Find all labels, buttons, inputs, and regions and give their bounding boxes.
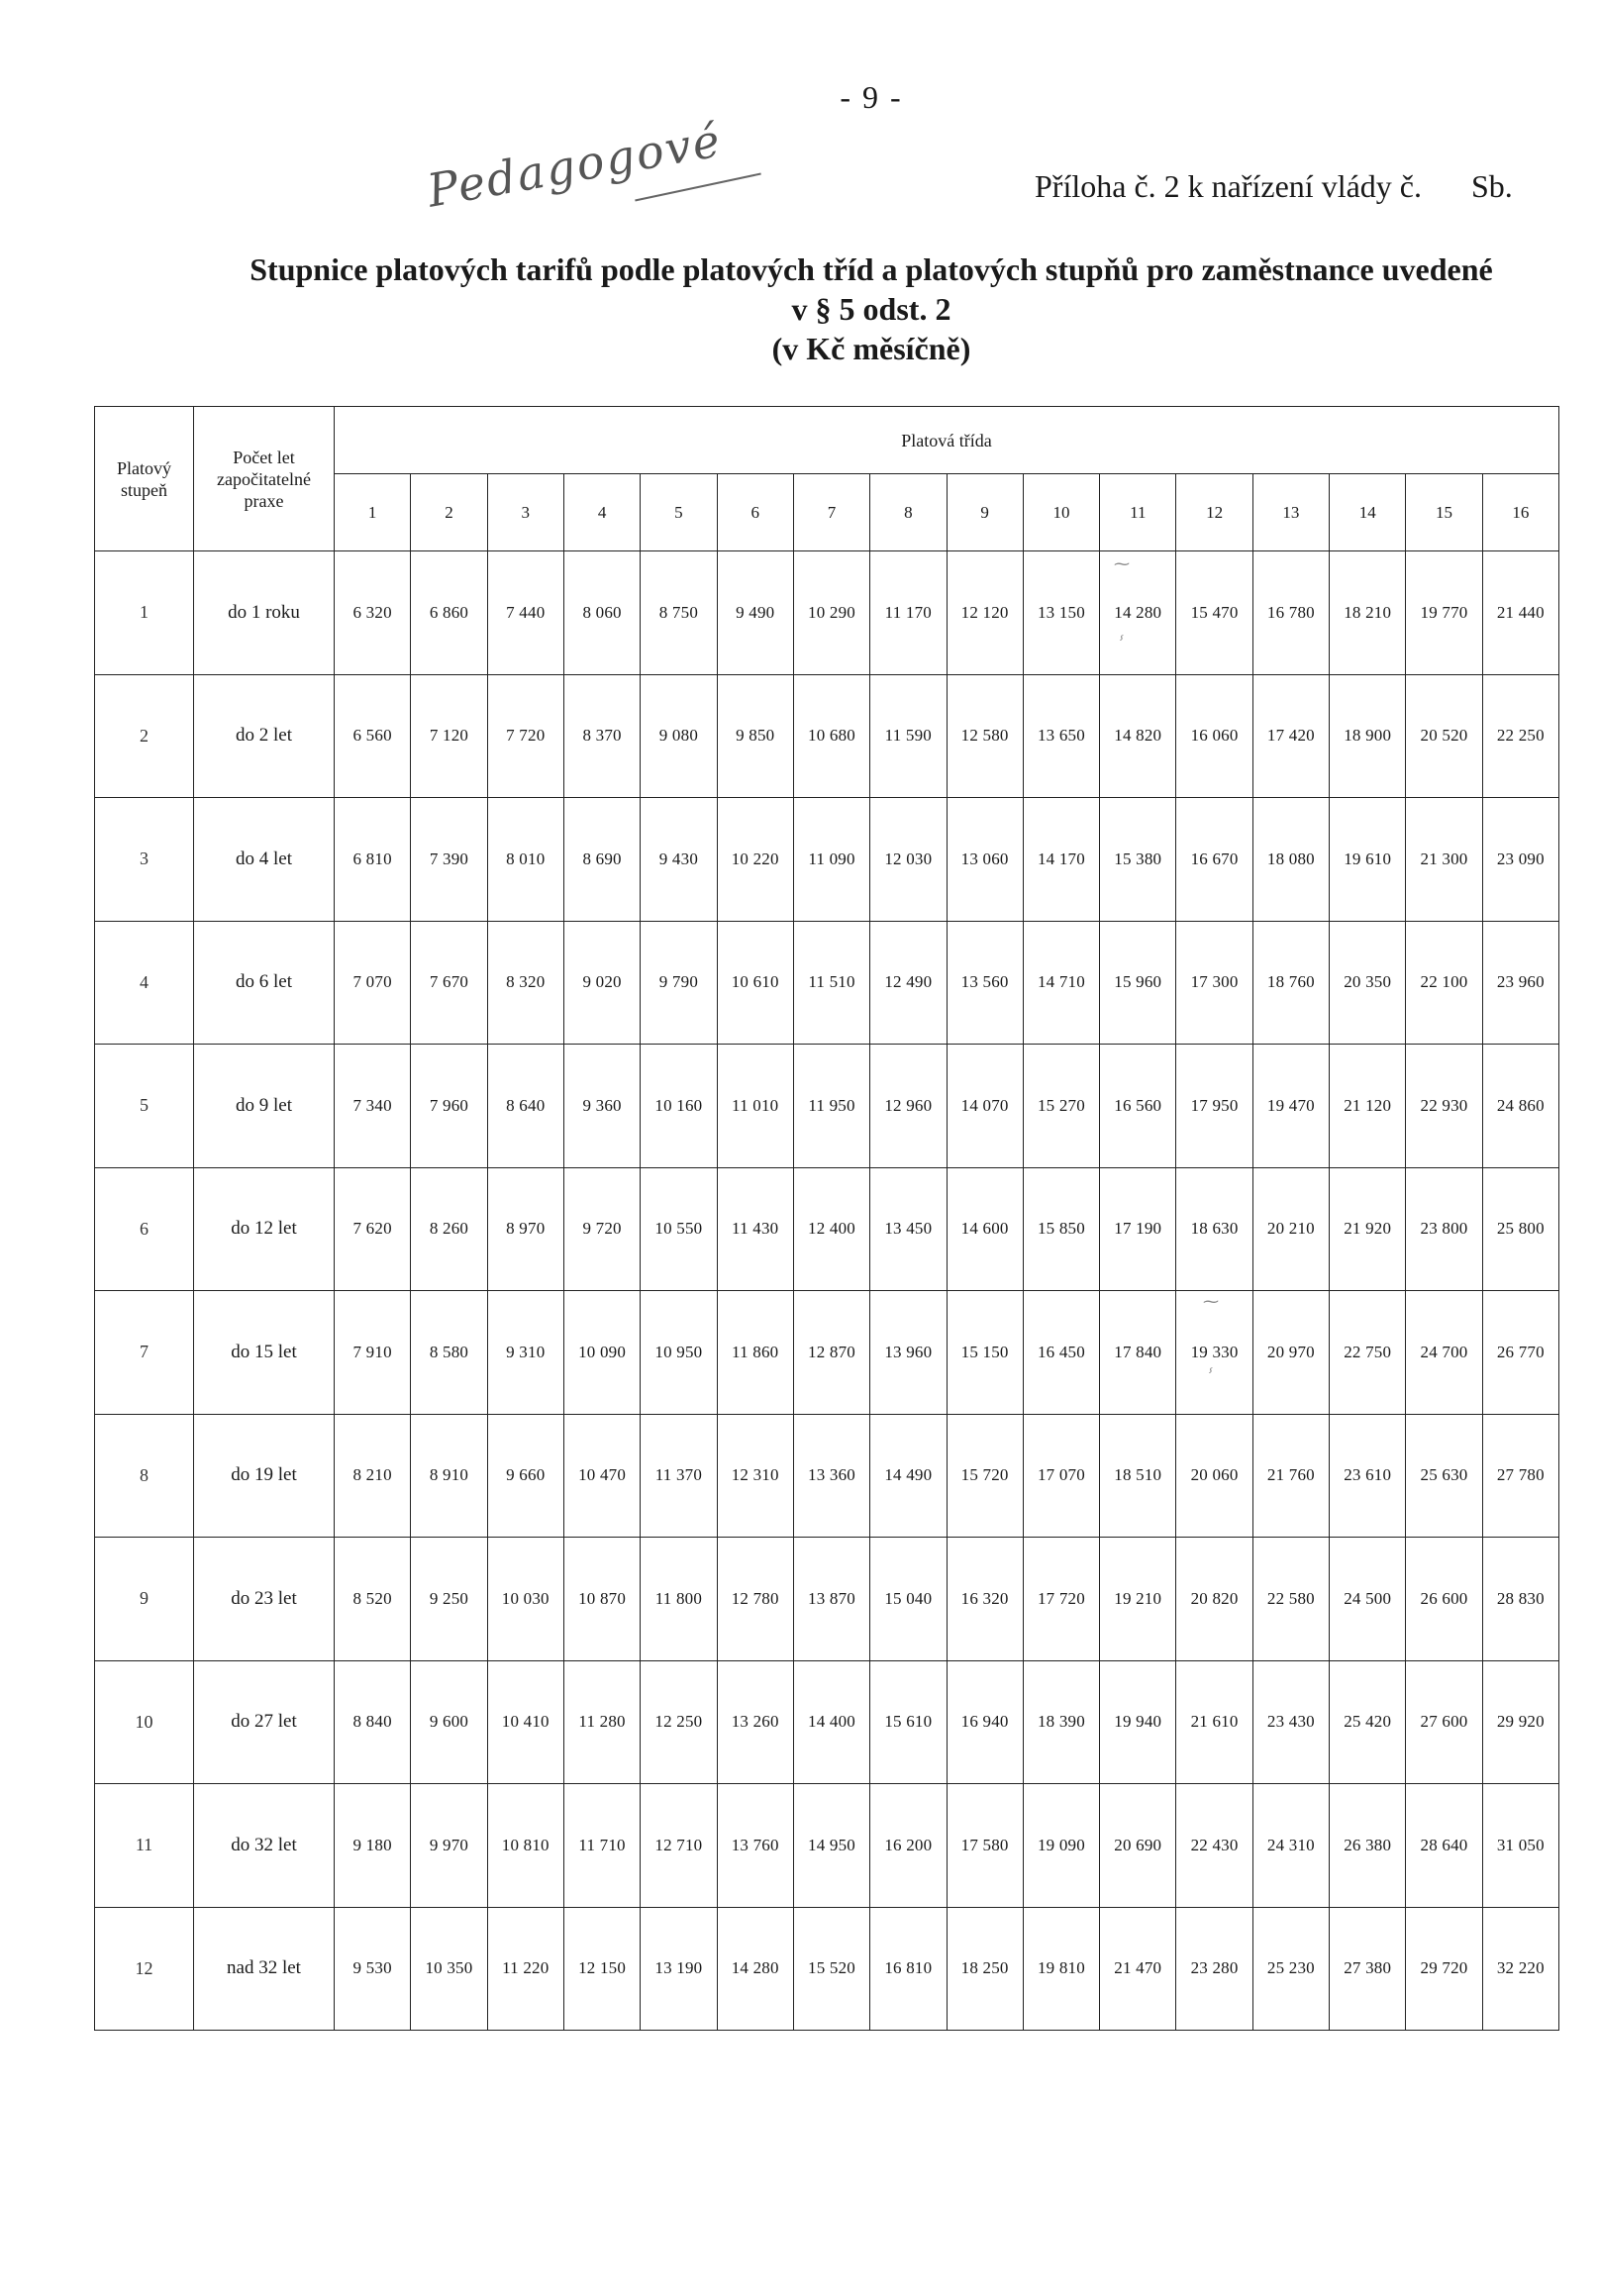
tarif-value-cell: 20 350 <box>1330 921 1406 1045</box>
tarif-value-cell: 17 300 <box>1176 921 1252 1045</box>
tarif-value-cell: 19 090 <box>1023 1784 1099 1908</box>
tarif-value-cell: 10 870 <box>563 1538 640 1661</box>
class-number-header: 15 <box>1406 474 1482 551</box>
praxe-cell: do 27 let <box>194 1660 335 1784</box>
tarif-value-cell: 8 640 <box>487 1045 563 1168</box>
tarif-value-cell: 25 230 <box>1252 1907 1329 2031</box>
tarif-value-cell: 17 950 <box>1176 1045 1252 1168</box>
tarif-value-cell: 15 470 <box>1176 551 1252 675</box>
table-row <box>95 1538 1559 1661</box>
tarif-value-cell: 15 040 <box>870 1538 947 1661</box>
header-pocet-let: Počet let započitatelné praxe <box>194 407 335 551</box>
tarif-value-cell: 22 430 <box>1176 1784 1252 1908</box>
tarif-value-cell: 9 850 <box>717 674 793 798</box>
header-platovy-stupen: Platový stupeň <box>95 407 194 551</box>
tarif-value-cell: 25 420 <box>1330 1660 1406 1784</box>
tarif-value-cell: 8 010 <box>487 798 563 922</box>
tarif-value-cell: 20 820 <box>1176 1538 1252 1661</box>
praxe-cell: nad 32 let <box>194 1907 335 2031</box>
table-row <box>95 551 1559 675</box>
class-number-header: 14 <box>1330 474 1406 551</box>
class-number-header: 7 <box>793 474 869 551</box>
tarif-value-cell: 18 510 <box>1100 1414 1176 1538</box>
tarif-value-cell: 11 370 <box>641 1414 717 1538</box>
tarif-value-cell: 13 870 <box>793 1538 869 1661</box>
tarif-value-cell: 10 220 <box>717 798 793 922</box>
tarif-value-cell: 10 470 <box>563 1414 640 1538</box>
tarif-value-cell: 10 090 <box>563 1291 640 1415</box>
tarif-value-cell: 11 950 <box>793 1045 869 1168</box>
platovy-stupen-cell: 10 <box>95 1660 194 1784</box>
table-body <box>95 551 1559 2031</box>
tarif-value-cell: 27 780 <box>1482 1414 1558 1538</box>
tarif-value-cell: 16 450 <box>1023 1291 1099 1415</box>
title-line-3: (v Kč měsíčně) <box>771 331 971 366</box>
tarif-value-cell: 8 690 <box>563 798 640 922</box>
tarif-value-cell: 20 970 <box>1252 1291 1329 1415</box>
tarif-value-cell: 9 530 <box>335 1907 411 2031</box>
document-title <box>149 250 1594 368</box>
tarif-value-cell: 9 490 <box>717 551 793 675</box>
tarif-value-cell: 10 290 <box>793 551 869 675</box>
tarif-value-cell: 9 250 <box>411 1538 487 1661</box>
tarif-value-cell: 11 510 <box>793 921 869 1045</box>
tarif-value-cell: 14 710 <box>1023 921 1099 1045</box>
tarif-value-cell: 12 710 <box>641 1784 717 1908</box>
tarif-value-cell: 9 020 <box>563 921 640 1045</box>
platovy-stupen-cell: 2 <box>95 674 194 798</box>
tarif-value-cell: 14 400 <box>793 1660 869 1784</box>
class-number-header: 6 <box>717 474 793 551</box>
tarif-value-cell: 14 950 <box>793 1784 869 1908</box>
tarif-value-cell: 8 370 <box>563 674 640 798</box>
tarif-value-cell: 7 720 <box>487 674 563 798</box>
tarif-value-cell: 7 620 <box>335 1167 411 1291</box>
class-number-header: 2 <box>411 474 487 551</box>
salary-table-container <box>94 406 1559 2030</box>
tarif-value-cell: 9 600 <box>411 1660 487 1784</box>
tarif-value-cell: 17 420 <box>1252 674 1329 798</box>
platovy-stupen-cell: 11 <box>95 1784 194 1908</box>
tarif-value-cell: 18 900 <box>1330 674 1406 798</box>
tarif-value-cell: 6 860 <box>411 551 487 675</box>
tarif-value-cell: 10 810 <box>487 1784 563 1908</box>
tarif-value-cell: 18 080 <box>1252 798 1329 922</box>
praxe-cell: do 15 let <box>194 1291 335 1415</box>
tarif-value-cell: 21 120 <box>1330 1045 1406 1168</box>
tarif-value-cell: 16 810 <box>870 1907 947 2031</box>
tarif-value-cell: 8 260 <box>411 1167 487 1291</box>
tarif-value-cell: 7 670 <box>411 921 487 1045</box>
tarif-value-cell: 23 800 <box>1406 1167 1482 1291</box>
tarif-value-cell: 18 390 <box>1023 1660 1099 1784</box>
tarif-value-cell: 13 650 <box>1023 674 1099 798</box>
tarif-value-cell: 20 060 <box>1176 1414 1252 1538</box>
tarif-value-cell: 20 520 <box>1406 674 1482 798</box>
class-number-header: 11 <box>1100 474 1176 551</box>
table-row <box>95 674 1559 798</box>
tarif-value-cell: 12 030 <box>870 798 947 922</box>
tarif-value-cell: 26 600 <box>1406 1538 1482 1661</box>
table-row <box>95 1291 1559 1415</box>
tarif-value-cell: 9 180 <box>335 1784 411 1908</box>
praxe-cell: do 32 let <box>194 1784 335 1908</box>
table-row <box>95 1784 1559 1908</box>
tarif-value-cell: 18 250 <box>947 1907 1023 2031</box>
tarif-value-cell: 21 440 <box>1482 551 1558 675</box>
class-number-header: 5 <box>641 474 717 551</box>
platovy-stupen-cell: 9 <box>95 1538 194 1661</box>
tarif-value-cell: 19 330 <box>1176 1291 1252 1415</box>
tarif-value-cell: 6 560 <box>335 674 411 798</box>
page-number: - 9 - <box>840 79 903 115</box>
tarif-value-cell: 11 590 <box>870 674 947 798</box>
tarif-value-cell: 11 800 <box>641 1538 717 1661</box>
tarif-value-cell: 10 350 <box>411 1907 487 2031</box>
tarif-value-cell: 21 470 <box>1100 1907 1176 2031</box>
tarif-value-cell: 22 930 <box>1406 1045 1482 1168</box>
tarif-value-cell: 15 720 <box>947 1414 1023 1538</box>
tarif-value-cell: 9 790 <box>641 921 717 1045</box>
tarif-value-cell: 8 060 <box>563 551 640 675</box>
tarif-value-cell: 14 600 <box>947 1167 1023 1291</box>
class-number-header: 9 <box>947 474 1023 551</box>
tarif-value-cell: 16 670 <box>1176 798 1252 922</box>
tarif-value-cell: 17 580 <box>947 1784 1023 1908</box>
tarif-value-cell: 12 400 <box>793 1167 869 1291</box>
platovy-stupen-cell: 12 <box>95 1907 194 2031</box>
tarif-value-cell: 15 270 <box>1023 1045 1099 1168</box>
tarif-value-cell: 8 520 <box>335 1538 411 1661</box>
platovy-stupen-cell: 7 <box>95 1291 194 1415</box>
tarif-value-cell: 29 720 <box>1406 1907 1482 2031</box>
tarif-value-cell: 13 260 <box>717 1660 793 1784</box>
title-line-2: v § 5 odst. 2 <box>791 291 951 327</box>
table-row <box>95 1414 1559 1538</box>
tarif-value-cell: 20 210 <box>1252 1167 1329 1291</box>
platovy-stupen-cell: 3 <box>95 798 194 922</box>
tarif-value-cell: 15 520 <box>793 1907 869 2031</box>
tarif-value-cell: 10 160 <box>641 1045 717 1168</box>
praxe-cell: do 6 let <box>194 921 335 1045</box>
praxe-cell: do 2 let <box>194 674 335 798</box>
tarif-value-cell: 11 170 <box>870 551 947 675</box>
tarif-value-cell: 13 450 <box>870 1167 947 1291</box>
praxe-cell: do 23 let <box>194 1538 335 1661</box>
tarif-value-cell: 15 960 <box>1100 921 1176 1045</box>
tarif-value-cell: 26 380 <box>1330 1784 1406 1908</box>
margin-scribble: ⁓ <box>1114 554 1130 573</box>
tarif-value-cell: 11 710 <box>563 1784 640 1908</box>
tarif-value-cell: 22 100 <box>1406 921 1482 1045</box>
tarif-value-cell: 15 380 <box>1100 798 1176 922</box>
tarif-value-cell: 27 380 <box>1330 1907 1406 2031</box>
class-number-header: 4 <box>563 474 640 551</box>
tarif-value-cell: 20 690 <box>1100 1784 1176 1908</box>
tarif-value-cell: 7 120 <box>411 674 487 798</box>
tarif-value-cell: 23 090 <box>1482 798 1558 922</box>
tarif-value-cell: 10 950 <box>641 1291 717 1415</box>
tarif-value-cell: 19 610 <box>1330 798 1406 922</box>
tarif-value-cell: 19 210 <box>1100 1538 1176 1661</box>
tarif-value-cell: 12 150 <box>563 1907 640 2031</box>
tarif-value-cell: 7 960 <box>411 1045 487 1168</box>
tarif-value-cell: 14 280 <box>1100 551 1176 675</box>
class-number-header: 16 <box>1482 474 1558 551</box>
tarif-value-cell: 19 470 <box>1252 1045 1329 1168</box>
tarif-value-cell: 19 810 <box>1023 1907 1099 2031</box>
tarif-value-cell: 9 970 <box>411 1784 487 1908</box>
annex-suffix: Sb. <box>1470 168 1513 204</box>
class-number-header: 13 <box>1252 474 1329 551</box>
tarif-value-cell: 12 580 <box>947 674 1023 798</box>
tarif-value-cell: 6 810 <box>335 798 411 922</box>
tarif-value-cell: 16 560 <box>1100 1045 1176 1168</box>
class-number-header: 3 <box>487 474 563 551</box>
tarif-value-cell: 9 430 <box>641 798 717 922</box>
tarif-value-cell: 9 080 <box>641 674 717 798</box>
table-row <box>95 921 1559 1045</box>
praxe-cell: do 19 let <box>194 1414 335 1538</box>
tarif-value-cell: 17 840 <box>1100 1291 1176 1415</box>
platovy-stupen-cell: 1 <box>95 551 194 675</box>
tarif-value-cell: 23 610 <box>1330 1414 1406 1538</box>
tarif-value-cell: 11 430 <box>717 1167 793 1291</box>
tarif-value-cell: 12 310 <box>717 1414 793 1538</box>
tarif-value-cell: 17 070 <box>1023 1414 1099 1538</box>
tarif-value-cell: 26 770 <box>1482 1291 1558 1415</box>
tarif-value-cell: 21 300 <box>1406 798 1482 922</box>
table-header-row <box>95 407 1559 474</box>
tarif-value-cell: 21 760 <box>1252 1414 1329 1538</box>
tarif-value-cell: 10 680 <box>793 674 869 798</box>
tarif-value-cell: 24 860 <box>1482 1045 1558 1168</box>
tarif-value-cell: 8 750 <box>641 551 717 675</box>
tarif-value-cell: 13 190 <box>641 1907 717 2031</box>
tarif-value-cell: 16 200 <box>870 1784 947 1908</box>
tarif-value-cell: 6 320 <box>335 551 411 675</box>
tarif-value-cell: 18 210 <box>1330 551 1406 675</box>
tarif-value-cell: 18 630 <box>1176 1167 1252 1291</box>
praxe-cell: do 9 let <box>194 1045 335 1168</box>
praxe-cell: do 1 roku <box>194 551 335 675</box>
tarif-value-cell: 8 580 <box>411 1291 487 1415</box>
tarif-value-cell: 31 050 <box>1482 1784 1558 1908</box>
tarif-value-cell: 27 600 <box>1406 1660 1482 1784</box>
tarif-value-cell: 10 410 <box>487 1660 563 1784</box>
platovy-stupen-cell: 5 <box>95 1045 194 1168</box>
tarif-value-cell: 13 560 <box>947 921 1023 1045</box>
tarif-value-cell: 15 150 <box>947 1291 1023 1415</box>
class-number-header: 10 <box>1023 474 1099 551</box>
header-platova-trida: Platová třída <box>335 407 1559 474</box>
tarif-value-cell: 11 090 <box>793 798 869 922</box>
tarif-value-cell: 11 280 <box>563 1660 640 1784</box>
tarif-value-cell: 23 280 <box>1176 1907 1252 2031</box>
tarif-value-cell: 25 630 <box>1406 1414 1482 1538</box>
tarif-value-cell: 12 490 <box>870 921 947 1045</box>
tarif-value-cell: 9 360 <box>563 1045 640 1168</box>
tarif-value-cell: 12 120 <box>947 551 1023 675</box>
tarif-value-cell: 8 320 <box>487 921 563 1045</box>
tarif-value-cell: 32 220 <box>1482 1907 1558 2031</box>
tarif-value-cell: 8 970 <box>487 1167 563 1291</box>
tarif-value-cell: 25 800 <box>1482 1167 1558 1291</box>
tarif-value-cell: 13 760 <box>717 1784 793 1908</box>
tarif-value-cell: 16 780 <box>1252 551 1329 675</box>
tarif-value-cell: 17 720 <box>1023 1538 1099 1661</box>
margin-scribble: ⸯ <box>1203 1368 1213 1387</box>
tarif-value-cell: 14 170 <box>1023 798 1099 922</box>
tarif-value-cell: 16 320 <box>947 1538 1023 1661</box>
tarif-value-cell: 7 440 <box>487 551 563 675</box>
margin-scribble: ⁓ <box>1203 1292 1219 1311</box>
tarif-value-cell: 9 660 <box>487 1414 563 1538</box>
annex-reference <box>1035 168 1513 205</box>
table-row <box>95 1907 1559 2031</box>
class-number-header: 8 <box>870 474 947 551</box>
tarif-value-cell: 12 960 <box>870 1045 947 1168</box>
tarif-value-cell: 24 310 <box>1252 1784 1329 1908</box>
salary-table <box>94 406 1559 2031</box>
tarif-value-cell: 14 280 <box>717 1907 793 2031</box>
tarif-value-cell: 10 610 <box>717 921 793 1045</box>
margin-scribble: ⸯ <box>1114 636 1124 654</box>
table-row <box>95 798 1559 922</box>
praxe-cell: do 4 let <box>194 798 335 922</box>
tarif-value-cell: 22 580 <box>1252 1538 1329 1661</box>
tarif-value-cell: 7 910 <box>335 1291 411 1415</box>
tarif-value-cell: 29 920 <box>1482 1660 1558 1784</box>
tarif-value-cell: 21 920 <box>1330 1167 1406 1291</box>
tarif-value-cell: 13 060 <box>947 798 1023 922</box>
tarif-value-cell: 8 840 <box>335 1660 411 1784</box>
annex-text: Příloha č. 2 k nařízení vlády č. <box>1035 168 1422 204</box>
platovy-stupen-cell: 4 <box>95 921 194 1045</box>
class-number-header: 1 <box>335 474 411 551</box>
tarif-value-cell: 9 310 <box>487 1291 563 1415</box>
platovy-stupen-cell: 8 <box>95 1414 194 1538</box>
class-number-header: 12 <box>1176 474 1252 551</box>
tarif-value-cell: 8 210 <box>335 1414 411 1538</box>
tarif-value-cell: 13 150 <box>1023 551 1099 675</box>
tarif-value-cell: 22 750 <box>1330 1291 1406 1415</box>
tarif-value-cell: 23 430 <box>1252 1660 1329 1784</box>
tarif-value-cell: 28 830 <box>1482 1538 1558 1661</box>
tarif-value-cell: 19 770 <box>1406 551 1482 675</box>
tarif-value-cell: 11 860 <box>717 1291 793 1415</box>
tarif-value-cell: 23 960 <box>1482 921 1558 1045</box>
table-row <box>95 1167 1559 1291</box>
tarif-value-cell: 18 760 <box>1252 921 1329 1045</box>
praxe-cell: do 12 let <box>194 1167 335 1291</box>
tarif-value-cell: 10 030 <box>487 1538 563 1661</box>
table-row <box>95 1660 1559 1784</box>
tarif-value-cell: 16 940 <box>947 1660 1023 1784</box>
tarif-value-cell: 14 070 <box>947 1045 1023 1168</box>
tarif-value-cell: 10 550 <box>641 1167 717 1291</box>
tarif-value-cell: 7 390 <box>411 798 487 922</box>
tarif-value-cell: 7 070 <box>335 921 411 1045</box>
tarif-value-cell: 14 820 <box>1100 674 1176 798</box>
title-line-1: Stupnice platových tarifů podle platových tříd a platových stupňů pro zaměstnance uvedené <box>250 251 1493 287</box>
handwritten-note: Pedagogové <box>423 113 726 218</box>
tarif-value-cell: 14 490 <box>870 1414 947 1538</box>
tarif-value-cell: 13 360 <box>793 1414 869 1538</box>
tarif-value-cell: 12 870 <box>793 1291 869 1415</box>
tarif-value-cell: 15 850 <box>1023 1167 1099 1291</box>
tarif-value-cell: 8 910 <box>411 1414 487 1538</box>
tarif-value-cell: 11 220 <box>487 1907 563 2031</box>
tarif-value-cell: 24 500 <box>1330 1538 1406 1661</box>
tarif-value-cell: 13 960 <box>870 1291 947 1415</box>
tarif-value-cell: 7 340 <box>335 1045 411 1168</box>
tarif-value-cell: 22 250 <box>1482 674 1558 798</box>
tarif-value-cell: 24 700 <box>1406 1291 1482 1415</box>
tarif-value-cell: 15 610 <box>870 1660 947 1784</box>
tarif-value-cell: 19 940 <box>1100 1660 1176 1784</box>
platovy-stupen-cell: 6 <box>95 1167 194 1291</box>
tarif-value-cell: 12 250 <box>641 1660 717 1784</box>
tarif-value-cell: 28 640 <box>1406 1784 1482 1908</box>
tarif-value-cell: 11 010 <box>717 1045 793 1168</box>
tarif-value-cell: 9 720 <box>563 1167 640 1291</box>
tarif-value-cell: 21 610 <box>1176 1660 1252 1784</box>
tarif-value-cell: 16 060 <box>1176 674 1252 798</box>
table-row <box>95 1045 1559 1168</box>
tarif-value-cell: 12 780 <box>717 1538 793 1661</box>
tarif-value-cell: 17 190 <box>1100 1167 1176 1291</box>
